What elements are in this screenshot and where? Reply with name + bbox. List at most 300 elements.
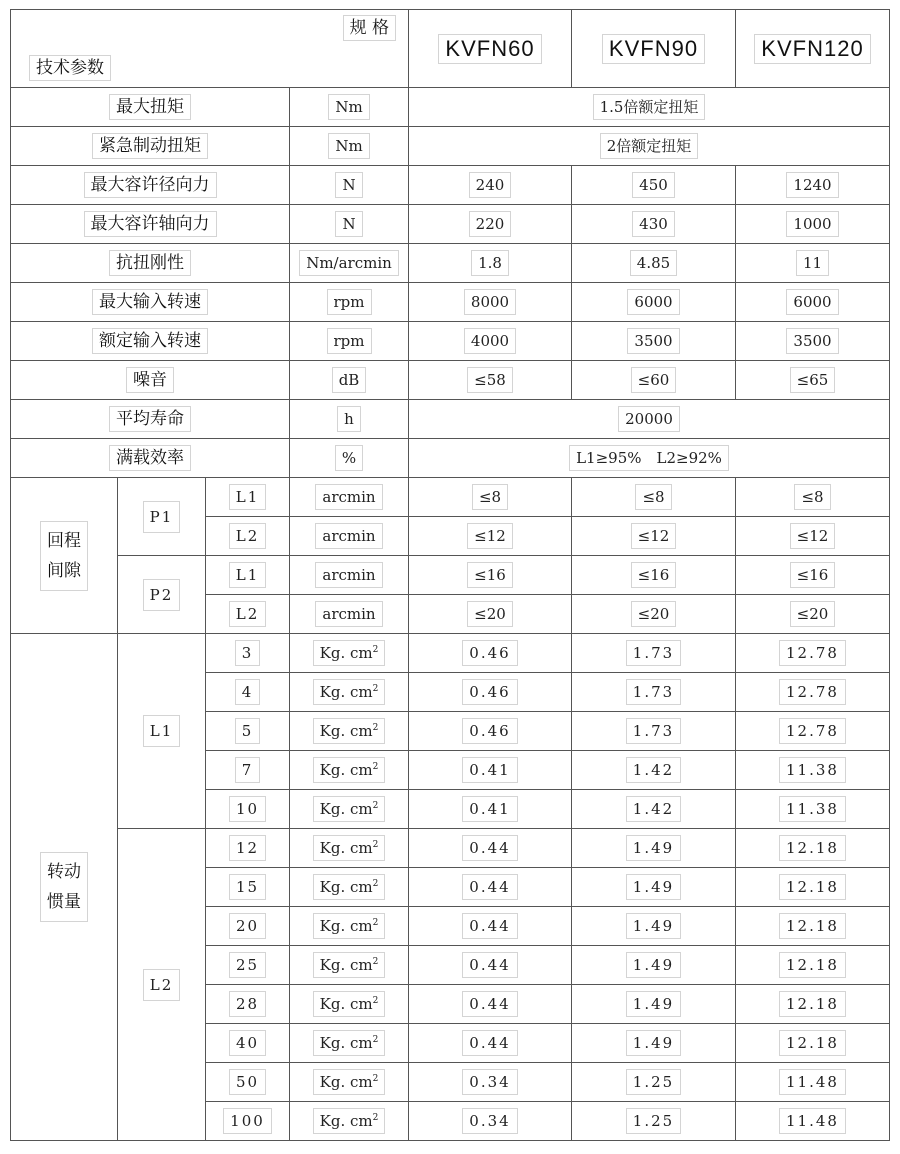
param-value-cell <box>572 166 736 205</box>
param-value-cell <box>736 244 890 283</box>
inertia-value: 1.42 <box>626 757 681 783</box>
param-name: 满载效率 <box>109 445 191 471</box>
inertia-value: 1.49 <box>626 874 681 900</box>
param-value: ≤58 <box>467 367 513 393</box>
inertia-ratio-cell <box>206 790 290 829</box>
inertia-value-cell <box>409 712 572 751</box>
inertia-label <box>40 852 88 922</box>
backlash-value-cell <box>736 595 890 634</box>
inertia-value-cell <box>409 673 572 712</box>
inertia-value: 1.73 <box>626 640 681 666</box>
inertia-unit-base: Kg. cm <box>319 995 373 1013</box>
param-value-cell <box>572 361 736 400</box>
param-value: 220 <box>469 211 512 237</box>
param-row <box>11 244 890 283</box>
backlash-value: ≤12 <box>790 523 836 549</box>
inertia-value-cell <box>736 1102 890 1141</box>
inertia-value-cell <box>409 1024 572 1063</box>
backlash-value: ≤20 <box>467 601 513 627</box>
inertia-value: 1.49 <box>626 952 681 978</box>
param-merged-value-cell <box>409 439 890 478</box>
backlash-value-cell <box>409 595 572 634</box>
backlash-unit-cell <box>290 556 409 595</box>
inertia-unit <box>313 1030 386 1056</box>
inertia-unit-exponent: 2 <box>372 996 379 1006</box>
inertia-value-cell <box>409 907 572 946</box>
inertia-value-cell <box>409 634 572 673</box>
inertia-unit <box>313 952 386 978</box>
backlash-row <box>11 478 890 517</box>
param-unit-cell <box>290 127 409 166</box>
inertia-value: 0.44 <box>462 952 517 978</box>
inertia-ratio: 10 <box>229 796 266 822</box>
inertia-value: 12.78 <box>779 640 846 666</box>
inertia-value-cell <box>572 1102 736 1141</box>
inertia-value-cell <box>572 868 736 907</box>
param-unit-cell <box>290 283 409 322</box>
inertia-unit <box>313 913 386 939</box>
param-unit: dB <box>332 367 367 393</box>
inertia-ratio: 100 <box>223 1108 272 1134</box>
inertia-unit <box>313 1069 386 1095</box>
param-value: 3500 <box>786 328 838 354</box>
inertia-value: 1.25 <box>626 1108 681 1134</box>
inertia-value: 0.46 <box>462 640 517 666</box>
param-name-cell <box>11 127 290 166</box>
param-name: 最大扭矩 <box>109 94 191 120</box>
backlash-value: ≤12 <box>631 523 677 549</box>
inertia-value: 1.73 <box>626 679 681 705</box>
inertia-value-cell <box>736 634 890 673</box>
inertia-ratio: 5 <box>235 718 261 744</box>
backlash-group-name: P1 <box>143 501 181 533</box>
backlash-unit: arcmin <box>315 484 382 510</box>
backlash-value: ≤20 <box>790 601 836 627</box>
inertia-unit-base: Kg. cm <box>319 761 373 779</box>
inertia-unit <box>313 991 386 1017</box>
inertia-ratio-cell <box>206 1102 290 1141</box>
inertia-value-cell <box>572 790 736 829</box>
backlash-group-name-cell <box>118 556 206 634</box>
inertia-unit-base: Kg. cm <box>319 917 373 935</box>
inertia-value: 0.44 <box>462 1030 517 1056</box>
model-header-kvfn60 <box>409 10 572 88</box>
param-name: 最大容许径向力 <box>84 172 217 198</box>
inertia-value: 1.25 <box>626 1069 681 1095</box>
inertia-label-line: 惯量 <box>47 892 81 912</box>
backlash-stage: L1 <box>229 562 267 588</box>
inertia-value: 12.18 <box>779 991 846 1017</box>
param-name: 紧急制动扭矩 <box>92 133 208 159</box>
inertia-unit <box>313 757 386 783</box>
param-value: 1240 <box>786 172 838 198</box>
inertia-unit-base: Kg. cm <box>319 683 373 701</box>
backlash-group-name: P2 <box>143 579 181 611</box>
inertia-unit <box>313 679 386 705</box>
inertia-value-cell <box>409 790 572 829</box>
inertia-unit <box>313 835 386 861</box>
param-name-cell <box>11 88 290 127</box>
inertia-ratio: 4 <box>235 679 261 705</box>
inertia-ratio: 12 <box>229 835 266 861</box>
param-merged-value-cell <box>409 127 890 166</box>
inertia-ratio-cell <box>206 634 290 673</box>
inertia-value: 12.18 <box>779 874 846 900</box>
inertia-value: 1.73 <box>626 718 681 744</box>
inertia-value: 12.78 <box>779 679 846 705</box>
inertia-ratio-cell <box>206 907 290 946</box>
backlash-value: ≤16 <box>631 562 677 588</box>
inertia-unit-cell <box>290 1024 409 1063</box>
inertia-value: 11.48 <box>779 1069 846 1095</box>
inertia-ratio-cell <box>206 946 290 985</box>
inertia-value-cell <box>409 1063 572 1102</box>
param-name: 平均寿命 <box>109 406 191 432</box>
inertia-unit-exponent: 2 <box>372 1035 379 1045</box>
inertia-value: 12.18 <box>779 952 846 978</box>
model-name: KVFN90 <box>602 34 705 64</box>
param-value-cell <box>572 283 736 322</box>
param-value: 1.8 <box>471 250 509 276</box>
param-name-cell <box>11 322 290 361</box>
model-name: KVFN60 <box>438 34 541 64</box>
param-name-cell <box>11 205 290 244</box>
inertia-value: 1.42 <box>626 796 681 822</box>
spec-label: 规 格 <box>343 15 396 41</box>
param-unit: % <box>335 445 363 471</box>
param-unit-cell <box>290 244 409 283</box>
model-name: KVFN120 <box>754 34 870 64</box>
inertia-unit-cell <box>290 868 409 907</box>
inertia-unit-exponent: 2 <box>372 723 379 733</box>
param-row <box>11 166 890 205</box>
param-value-cell <box>409 361 572 400</box>
param-value-cell <box>409 322 572 361</box>
inertia-value-cell <box>736 868 890 907</box>
param-name-cell <box>11 166 290 205</box>
inertia-unit-exponent: 2 <box>372 684 379 694</box>
param-unit-cell <box>290 166 409 205</box>
inertia-value: 1.49 <box>626 991 681 1017</box>
backlash-row <box>11 556 890 595</box>
inertia-value: 0.44 <box>462 913 517 939</box>
inertia-unit-base: Kg. cm <box>319 1112 373 1130</box>
inertia-unit-cell <box>290 946 409 985</box>
param-name: 抗扭刚性 <box>109 250 191 276</box>
inertia-value: 0.46 <box>462 679 517 705</box>
backlash-stage-cell <box>206 517 290 556</box>
inertia-value-cell <box>736 1063 890 1102</box>
spec-table <box>10 9 890 1141</box>
inertia-unit-base: Kg. cm <box>319 839 373 857</box>
inertia-value-cell <box>572 634 736 673</box>
inertia-value: 12.78 <box>779 718 846 744</box>
backlash-value: ≤12 <box>467 523 513 549</box>
inertia-ratio-cell <box>206 1063 290 1102</box>
backlash-stage-cell <box>206 478 290 517</box>
inertia-unit-exponent: 2 <box>372 1074 379 1084</box>
backlash-value-cell <box>736 478 890 517</box>
inertia-unit <box>313 1108 386 1134</box>
backlash-stage-cell <box>206 595 290 634</box>
param-value: 4.85 <box>630 250 677 276</box>
inertia-unit-cell <box>290 790 409 829</box>
backlash-group-name-cell <box>118 478 206 556</box>
param-value-cell <box>736 166 890 205</box>
inertia-label-cell <box>11 634 118 1141</box>
param-value: 3500 <box>627 328 679 354</box>
inertia-unit-base: Kg. cm <box>319 1034 373 1052</box>
inertia-value: 0.44 <box>462 835 517 861</box>
inertia-value-cell <box>736 985 890 1024</box>
param-unit: N <box>335 172 362 198</box>
inertia-ratio-cell <box>206 985 290 1024</box>
param-value: 8000 <box>464 289 516 315</box>
param-name: 噪音 <box>126 367 174 393</box>
inertia-unit-base: Kg. cm <box>319 644 373 662</box>
param-value-cell <box>409 205 572 244</box>
inertia-unit-cell <box>290 985 409 1024</box>
param-name-cell <box>11 400 290 439</box>
inertia-value: 1.49 <box>626 835 681 861</box>
backlash-unit: arcmin <box>315 523 382 549</box>
param-name-cell <box>11 283 290 322</box>
inertia-ratio: 3 <box>235 640 261 666</box>
inertia-ratio: 15 <box>229 874 266 900</box>
inertia-value-cell <box>736 751 890 790</box>
inertia-ratio-cell <box>206 751 290 790</box>
inertia-value-cell <box>409 829 572 868</box>
inertia-unit-exponent: 2 <box>372 762 379 772</box>
param-row <box>11 439 890 478</box>
param-value-cell <box>572 205 736 244</box>
param-value: 6000 <box>786 289 838 315</box>
param-unit: rpm <box>327 289 372 315</box>
inertia-value-cell <box>572 829 736 868</box>
backlash-value: ≤16 <box>467 562 513 588</box>
param-unit-cell <box>290 400 409 439</box>
inertia-unit-exponent: 2 <box>372 957 379 967</box>
inertia-value-cell <box>572 1063 736 1102</box>
inertia-label-line: 转动 <box>47 862 81 882</box>
backlash-stage: L1 <box>229 484 267 510</box>
inertia-ratio-cell <box>206 829 290 868</box>
backlash-value: ≤8 <box>635 484 671 510</box>
inertia-value-cell <box>736 712 890 751</box>
inertia-unit-cell <box>290 673 409 712</box>
header-diagonal-cell <box>11 10 409 88</box>
backlash-stage-cell <box>206 556 290 595</box>
backlash-stage: L2 <box>229 523 267 549</box>
backlash-value-cell <box>736 517 890 556</box>
inertia-value-cell <box>736 946 890 985</box>
inertia-value: 1.49 <box>626 913 681 939</box>
inertia-value-cell <box>572 751 736 790</box>
inertia-unit-cell <box>290 1102 409 1141</box>
inertia-value-cell <box>409 751 572 790</box>
param-unit: rpm <box>327 328 372 354</box>
inertia-ratio: 28 <box>229 991 266 1017</box>
param-value-cell <box>409 283 572 322</box>
inertia-value-cell <box>572 673 736 712</box>
param-merged-value-cell <box>409 88 890 127</box>
inertia-value-cell <box>736 829 890 868</box>
param-unit-cell <box>290 322 409 361</box>
inertia-value: 12.18 <box>779 1030 846 1056</box>
backlash-value: ≤20 <box>631 601 677 627</box>
inertia-ratio-cell <box>206 1024 290 1063</box>
inertia-group-name-cell <box>118 634 206 829</box>
param-name-cell <box>11 244 290 283</box>
inertia-ratio: 20 <box>229 913 266 939</box>
backlash-unit-cell <box>290 595 409 634</box>
inertia-ratio: 25 <box>229 952 266 978</box>
param-value: 240 <box>469 172 512 198</box>
param-value-cell <box>409 166 572 205</box>
inertia-value: 11.48 <box>779 1108 846 1134</box>
param-value: 11 <box>796 250 829 276</box>
inertia-ratio-cell <box>206 712 290 751</box>
spec-table-body <box>11 10 890 1141</box>
param-row <box>11 205 890 244</box>
param-value: 450 <box>632 172 675 198</box>
param-merged-value: L1≥95% L2≥92% <box>569 445 729 471</box>
param-value-cell <box>736 283 890 322</box>
inertia-unit-cell <box>290 1063 409 1102</box>
param-unit: N <box>335 211 362 237</box>
param-merged-value: 1.5倍额定扭矩 <box>593 94 706 120</box>
inertia-unit <box>313 796 386 822</box>
inertia-ratio-cell <box>206 673 290 712</box>
backlash-value-cell <box>409 478 572 517</box>
param-value-cell <box>736 361 890 400</box>
inertia-ratio: 40 <box>229 1030 266 1056</box>
inertia-unit-base: Kg. cm <box>319 1073 373 1091</box>
inertia-value-cell <box>409 946 572 985</box>
inertia-value: 0.44 <box>462 991 517 1017</box>
inertia-value: 11.38 <box>779 757 846 783</box>
backlash-value-cell <box>572 478 736 517</box>
backlash-unit-cell <box>290 478 409 517</box>
inertia-ratio-cell <box>206 868 290 907</box>
inertia-value: 0.44 <box>462 874 517 900</box>
param-value-cell <box>736 322 890 361</box>
inertia-unit-exponent: 2 <box>372 918 379 928</box>
param-value-cell <box>409 244 572 283</box>
backlash-value-cell <box>572 595 736 634</box>
inertia-value: 1.49 <box>626 1030 681 1056</box>
inertia-unit-cell <box>290 829 409 868</box>
inertia-value: 0.34 <box>462 1108 517 1134</box>
inertia-unit-cell <box>290 712 409 751</box>
backlash-value-cell <box>409 556 572 595</box>
inertia-value-cell <box>572 712 736 751</box>
param-row <box>11 127 890 166</box>
param-merged-value-cell <box>409 400 890 439</box>
param-row <box>11 283 890 322</box>
inertia-value-cell <box>572 1024 736 1063</box>
inertia-value: 0.41 <box>462 796 517 822</box>
inertia-unit-exponent: 2 <box>372 1113 379 1123</box>
backlash-value: ≤16 <box>790 562 836 588</box>
param-row <box>11 88 890 127</box>
param-unit: Nm/arcmin <box>299 250 399 276</box>
inertia-value: 12.18 <box>779 835 846 861</box>
param-unit: Nm <box>328 133 369 159</box>
param-merged-value: 20000 <box>618 406 680 432</box>
inertia-group-name: L1 <box>143 715 181 747</box>
param-row <box>11 322 890 361</box>
inertia-value-cell <box>572 985 736 1024</box>
inertia-value: 11.38 <box>779 796 846 822</box>
inertia-value: 12.18 <box>779 913 846 939</box>
param-value: 1000 <box>786 211 838 237</box>
inertia-unit-cell <box>290 634 409 673</box>
inertia-unit-base: Kg. cm <box>319 878 373 896</box>
inertia-unit <box>313 718 386 744</box>
inertia-value-cell <box>736 1024 890 1063</box>
inertia-row <box>11 634 890 673</box>
inertia-value-cell <box>736 907 890 946</box>
inertia-ratio: 50 <box>229 1069 266 1095</box>
param-value: 4000 <box>464 328 516 354</box>
inertia-group-name: L2 <box>143 969 181 1001</box>
inertia-value-cell <box>409 1102 572 1141</box>
param-merged-value: 2倍额定扭矩 <box>600 133 699 159</box>
backlash-label-line: 间隙 <box>47 560 81 581</box>
param-unit-cell <box>290 361 409 400</box>
inertia-unit-base: Kg. cm <box>319 800 373 818</box>
inertia-row <box>11 829 890 868</box>
backlash-label <box>40 521 88 591</box>
inertia-unit-exponent: 2 <box>372 801 379 811</box>
model-header-kvfn120 <box>736 10 890 88</box>
param-row <box>11 400 890 439</box>
backlash-label-cell <box>11 478 118 634</box>
param-value: ≤65 <box>790 367 836 393</box>
param-unit-cell <box>290 439 409 478</box>
inertia-value-cell <box>736 790 890 829</box>
param-row <box>11 361 890 400</box>
inertia-unit <box>313 640 386 666</box>
inertia-unit-base: Kg. cm <box>319 956 373 974</box>
inertia-unit-exponent: 2 <box>372 879 379 889</box>
param-value: 430 <box>632 211 675 237</box>
backlash-value: ≤8 <box>472 484 508 510</box>
param-unit-cell <box>290 205 409 244</box>
param-value-cell <box>736 205 890 244</box>
inertia-value: 0.46 <box>462 718 517 744</box>
backlash-value: ≤8 <box>794 484 830 510</box>
param-value-cell <box>572 244 736 283</box>
backlash-value-cell <box>736 556 890 595</box>
inertia-value: 0.34 <box>462 1069 517 1095</box>
backlash-label-line: 回程 <box>47 530 81 551</box>
inertia-unit-cell <box>290 907 409 946</box>
param-name: 额定输入转速 <box>92 328 208 354</box>
inertia-ratio: 7 <box>235 757 261 783</box>
param-unit: Nm <box>328 94 369 120</box>
param-name: 最大容许轴向力 <box>84 211 217 237</box>
param-value: 6000 <box>627 289 679 315</box>
inertia-value-cell <box>409 985 572 1024</box>
inertia-unit <box>313 874 386 900</box>
backlash-value-cell <box>409 517 572 556</box>
backlash-unit: arcmin <box>315 562 382 588</box>
backlash-stage: L2 <box>229 601 267 627</box>
param-unit-cell <box>290 88 409 127</box>
inertia-unit-exponent: 2 <box>372 645 379 655</box>
